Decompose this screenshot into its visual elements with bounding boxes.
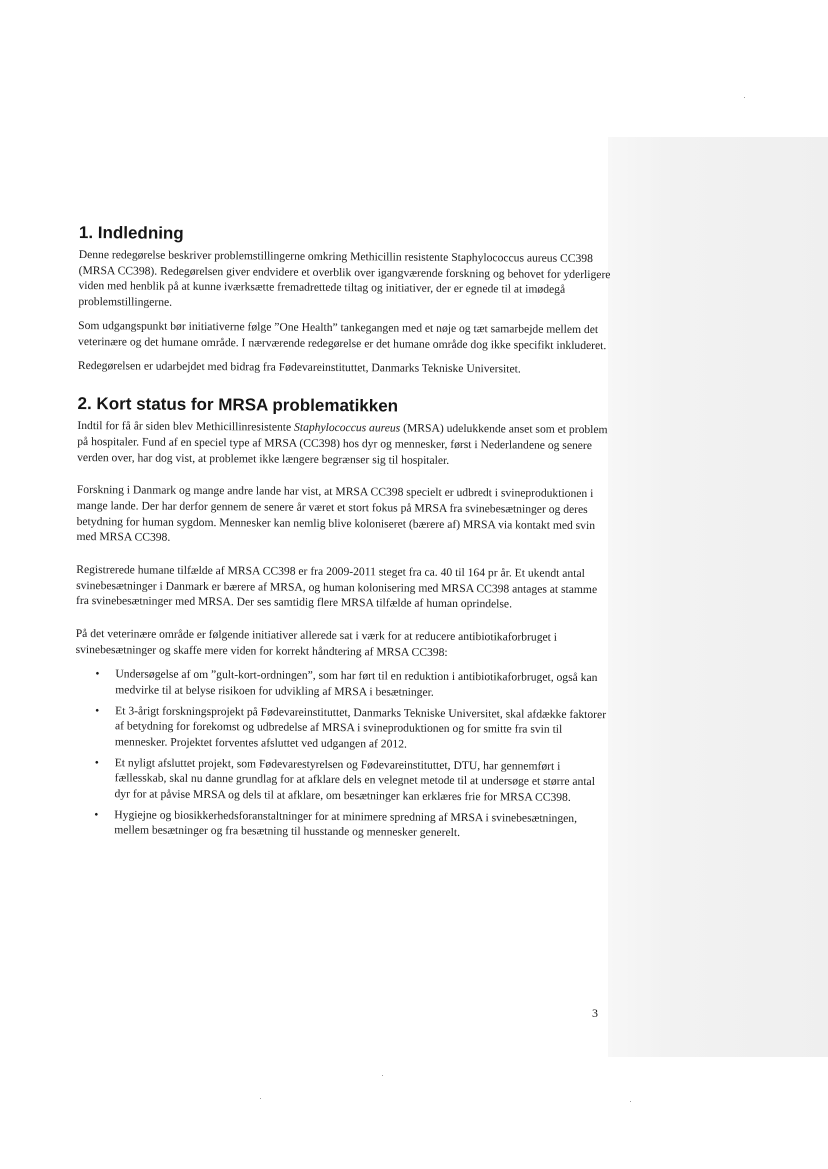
bullet-icon: • xyxy=(95,667,100,681)
status-paragraph xyxy=(77,418,613,469)
intro-paragraph: Som udgangspunkt bør initiativerne følge ”One Health” tankegangen med et nøje og tæt samarbejde mellem det veterinære og det humane område. I nærværende redegørelse er det humane område dog ikke specifikt inkluderet. xyxy=(78,319,607,353)
bullet-icon: • xyxy=(94,755,99,769)
list-item-text: Et 3-årigt forskningsprojekt på Fødevareinstituttet, Danmarks Tekniske Universitet, skal afdække faktorer af betydning for forekomst og udbredelse af MRSA i svineproduktionen og for smitte fra svin til mennesker. Projektet forventes afsluttet ved udgangen af 2012. xyxy=(114,703,607,751)
status-paragraph: På det veterinære område er følgende initiativer allerede sat i værk for at reducere antibiotikaforbruget i svinebesætninger og skaffe mere viden for korrekt håndtering af MRSA CC398: xyxy=(75,627,558,659)
scan-speck xyxy=(630,1101,631,1102)
status-paragraph: Forskning i Danmark og mange andre lande har vist, at MRSA CC398 specielt er udbredt i svineproduktionen i mange lande. Der har derfor gennem de senere år været et stort fokus på MRSA fra svinebesætninger og deres betydning for human sygdom. Mennesker kan nemlig blive koloniseret (bærere af) MRSA via kontakt med svin med MRSA CC398. xyxy=(76,483,596,545)
list-item xyxy=(74,807,610,843)
page-number: 3 xyxy=(592,1006,598,1020)
scan-speck xyxy=(260,1098,261,1099)
list-item-text: Hygiejne og biosikkerhedsforanstaltninger for at minimere spredning af MRSA i svinebesætningen, mellem besætninger og fra besætning til husstande og mennesker generelt. xyxy=(114,808,578,840)
list-item xyxy=(75,666,611,702)
status-paragraph: Registrerede humane tilfælde af MRSA CC398 er fra 2009-2011 steget fra ca. 40 til 164 pr år. Et ukendt antal svinebesætninger i Danmark er bærere af MRSA, og human kolonisering med MRSA CC398 antages at stamme fra svinebesætninger med MRSA. Der ses samtidig flere MRSA tilfælde af human oprindelse. xyxy=(75,563,598,611)
intro-paragraph: Redegørelsen er udarbejdet med bidrag fra Fødevareinstituttet, Danmarks Tekniske Universitet. xyxy=(77,359,521,376)
list-item-text: Undersøgelse af om ”gult-kort-ordningen”, som har ført til en reduktion i antibiotikaforbruget, også kan medvirke til at belyse risikoen for udvikling af MRSA i besætninger. xyxy=(115,667,598,699)
list-item xyxy=(74,755,610,806)
initiatives-list xyxy=(74,666,611,842)
bullet-icon: • xyxy=(94,807,99,821)
list-item-text: Et nyligt afsluttet projekt, som Fødevarestyrelsen og Fødevareinstituttet, DTU, har gennemført i fællesskab, skal nu danne grundlag for at afklare dels en velegnet metode til at undersøge et større antal dyr for at påvise MRSA og dels til at afklare, om besætninger kan erklæres frie for MRSA CC398. xyxy=(114,755,596,804)
section-heading-mrsa-status: 2. Kort status for MRSA problematikken xyxy=(77,394,399,416)
status-text: (MRSA) udelukkende anset som et problem på hospitaler. Fund af en speciel type af MRSA (CC398) hos dyr og mennesker, først i Nederlandene og senere verden over, har dog vist, at problemet ikke længere begrænser sig til hospitaler. xyxy=(77,421,608,467)
scan-speck xyxy=(382,1075,383,1076)
intro-paragraph: Denne redegørelse beskriver problemstillingerne omkring Methicillin resistente Staphylococcus aureus CC398 (MRSA CC398). Redegørelsen giver endvidere et overblik over igangværende forskning og behovet for yderligere viden med henblik på at kunne iværksætte fremadrettede tiltag og initiativer, der er egnede til at imødegå problemstillingerne. xyxy=(78,247,611,309)
species-name: Staphylococcus aureus xyxy=(294,420,401,435)
bullet-icon: • xyxy=(95,703,100,717)
section-heading-introduction: 1. Indledning xyxy=(78,222,184,243)
scan-speck xyxy=(744,97,745,98)
scan-shadow xyxy=(608,137,828,1057)
status-text: Indtil for få år siden blev Methicillinresistente xyxy=(77,419,295,434)
list-item xyxy=(75,703,611,754)
document-page xyxy=(74,221,615,847)
